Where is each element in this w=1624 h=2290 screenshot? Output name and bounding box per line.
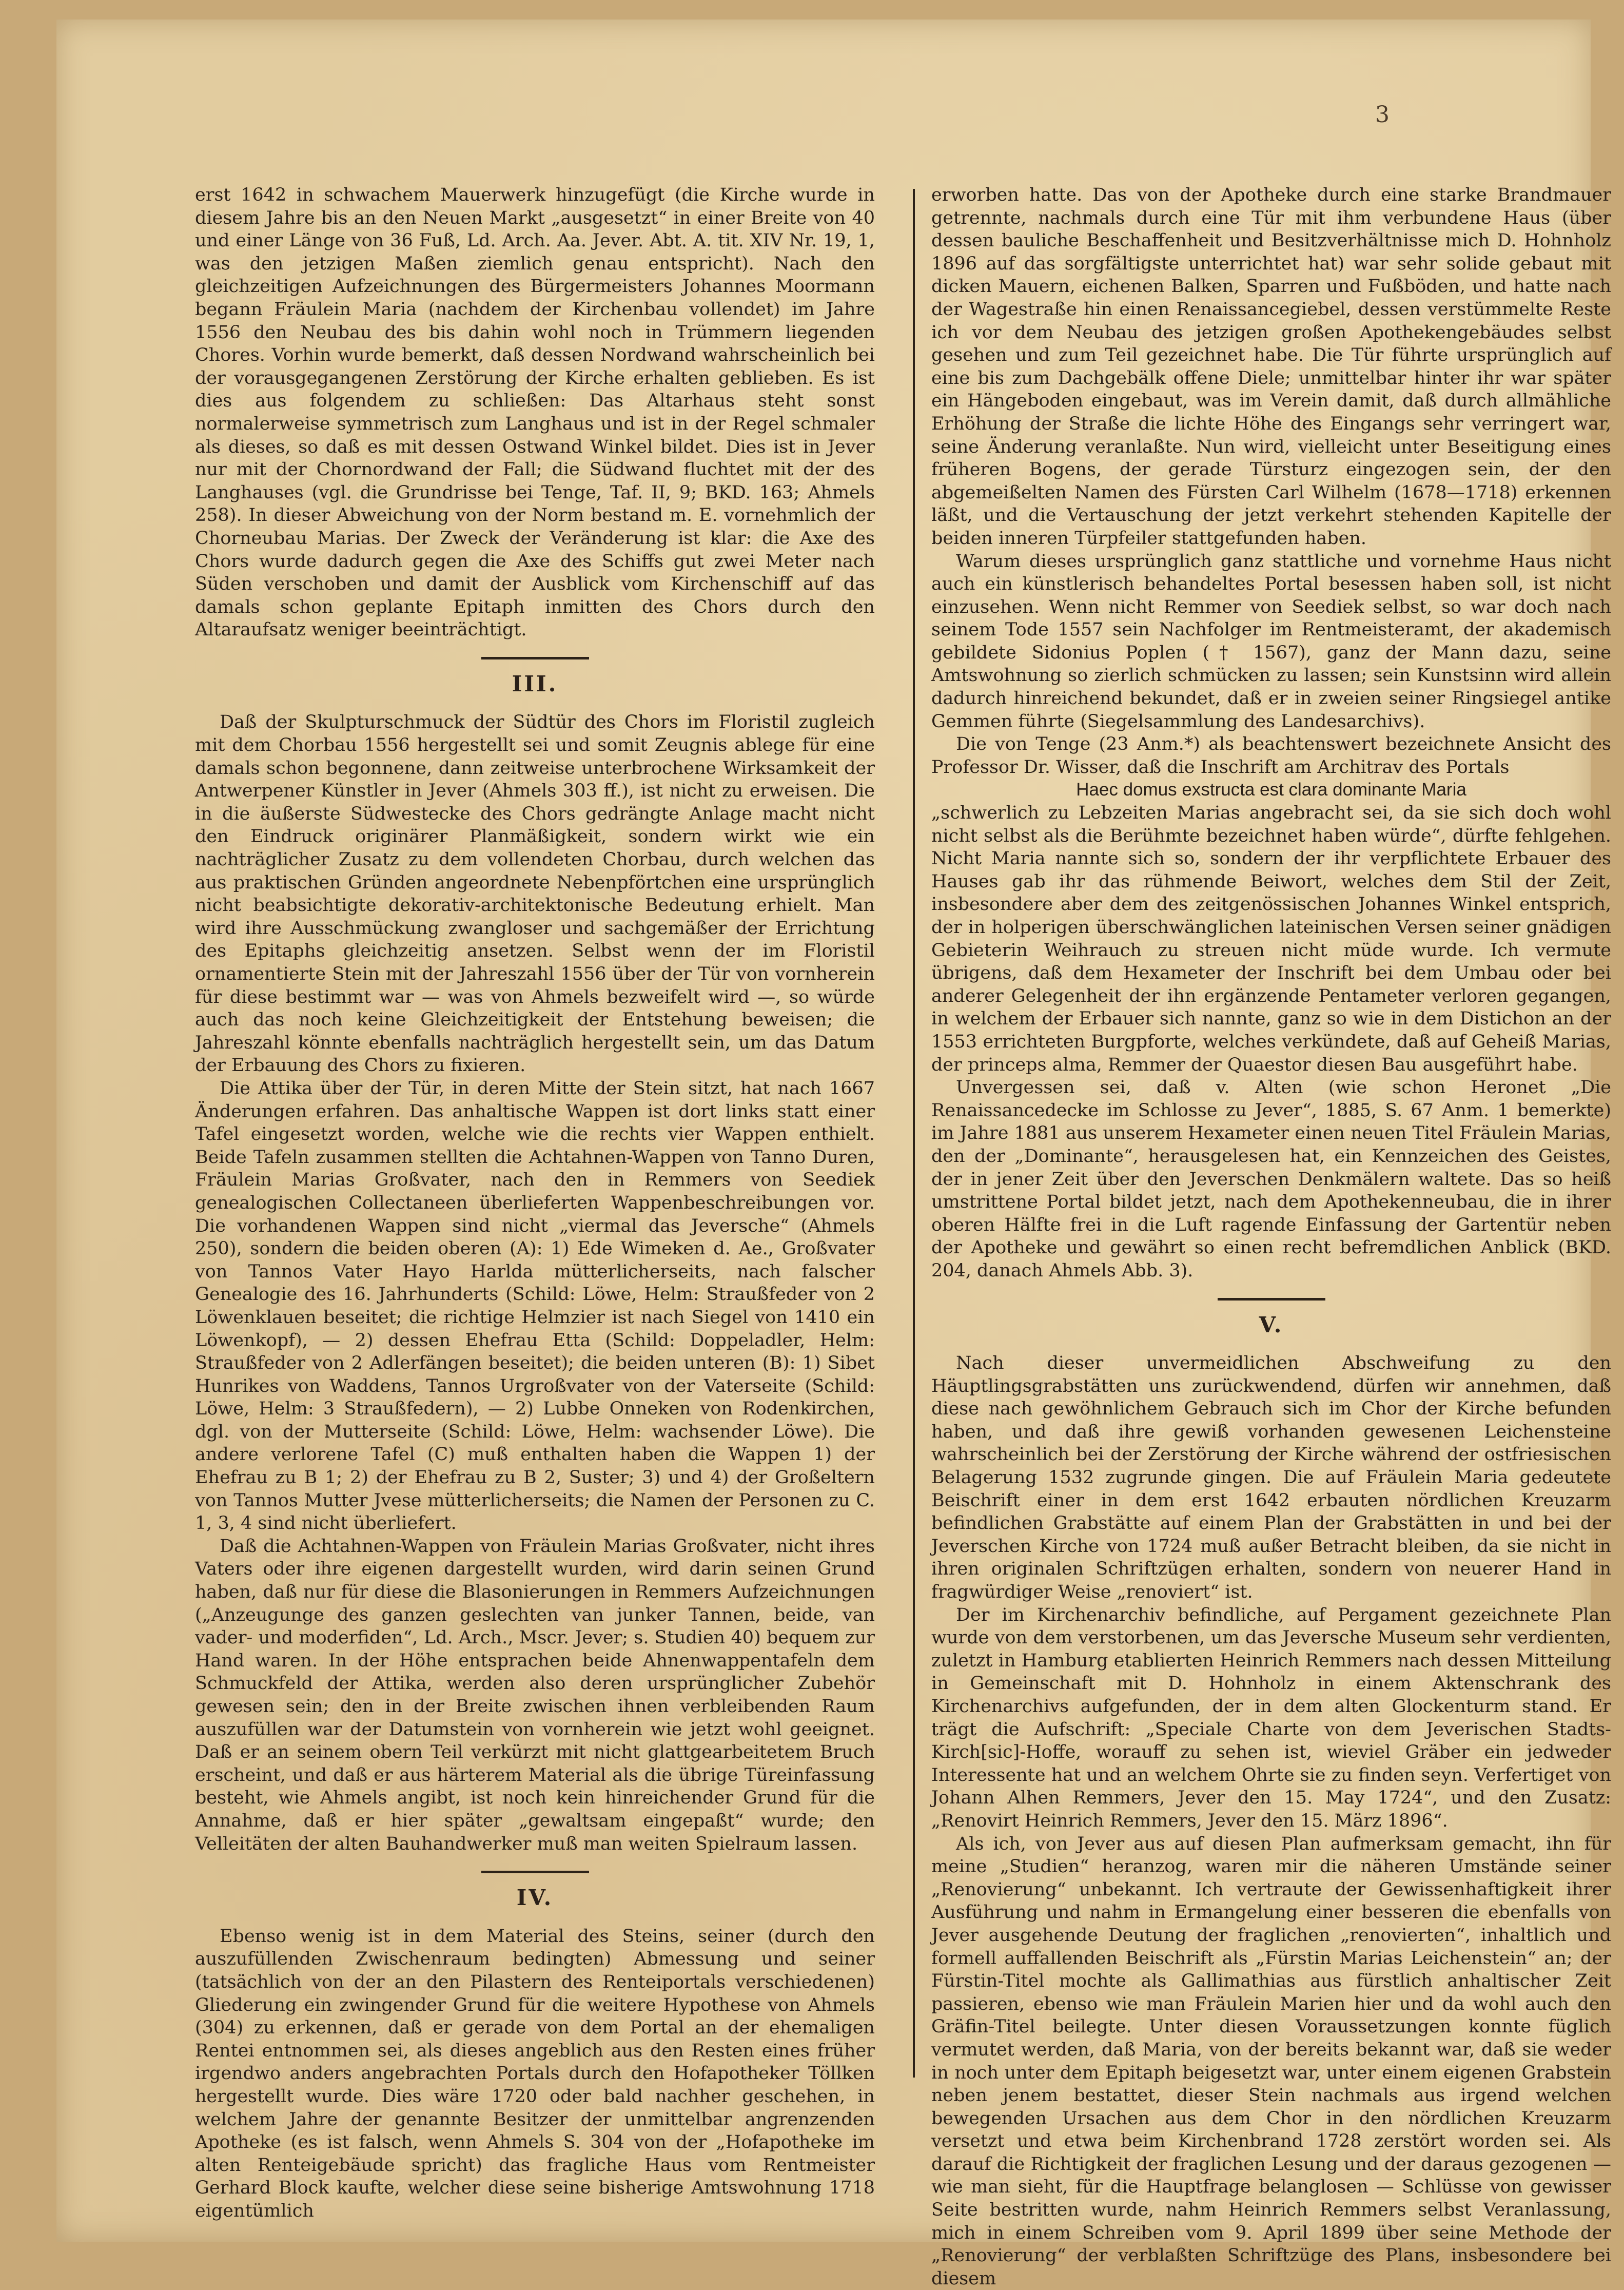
page-mark: 3: [1375, 102, 1395, 128]
newspaper-page: [56, 20, 1611, 2289]
paragraph: Daß die Achtahnen-Wappen von Fräulein Marias Großvater, nicht ihres Vaters oder ihre eigenen dargestellt wurden, wird darin seinen Grund haben, daß nur für diese die Blasonierungen in Remmers Aufzeichnungen („Anzeugunge des ganzen geslechten van junker Tannen, beide, van vader- und moderfiden“, Ld. Arch., Mscr. Jever; s. Studien 40) bequem zur Hand waren. In der Höhe entsprachen beide Ahnenwappentafeln dem Schmuckfeld der Attika, werden also deren ursprünglicher Zubehör gewesen sein; den in der Breite zwischen ihnen verbleibenden Raum auszufüllen war der Datumstein von vornherein wie jetzt wohl geeignet. Daß er an seinem obern Teil verkürzt mit nicht glattgearbeitetem Bruch erscheint, und daß er aus härterem Material als die übrige Türeinfassung besteht, wie Ahmels angibt, ist noch kein hinreichender Grund für die Annahme, daß er hier später „gewaltsam eingepaßt“ wurde; den Velleitäten der alten Bauhandwerker muß man weiten Spielraum lassen.: [195, 1536, 875, 1854]
section-divider: [195, 657, 875, 696]
section-rule: [1218, 1298, 1325, 1301]
paragraph: Der im Kirchenarchiv befindliche, auf Pergament gezeichnete Plan wurde von dem verstorbenen, um das Jeversche Museum sehr verdienten, zuletzt in Hamburg etablierten Heinrich Remmers nach dessen Mitteilung in Gemeinschaft mit D. Hohnholz in einem Aktenschrank des Kirchenarchivs aufgefunden, der in dem alten Glockenturm stand. Er trägt die Aufschrift: „Speciale Charte von dem Jeverischen Stadts-Kirch[sic]-Hoffe, worauff zu sehen ist, wieviel Gräber ein jedweder Interessente hat und an welchem Ohrte sie zu finden seyn. Verfertiget von Johann Alhen Remmers, Jever den 15. May 1724“, und den Zusatz: „Renovirt Heinrich Remmers, Jever den 15. März 1896“.: [931, 1604, 1611, 1831]
paragraph: erst 1642 in schwachem Mauerwerk hinzugefügt (die Kirche wurde in diesem Jahre bis an den Neuen Markt „ausgesetzt“ in einer Breite von 40 und einer Länge von 36 Fuß, Ld. Arch. Aa. Jever. Abt. A. tit. XIV Nr. 19, 1, was den jetzigen Maßen ziemlich genau entspricht). Nach den gleichzeitigen Aufzeichnungen des Bürgermeisters Johannes Moormann begann Fräulein Maria (nachdem der Kirchenbau vollendet) im Jahre 1556 den Neubau des bis dahin wohl noch in Trümmern liegenden Chores. Vorhin wurde bemerkt, daß dessen Nordwand wahrscheinlich bei der vorausgegangenen Zerstörung der Kirche erhalten geblieben. Es ist dies aus folgendem zu schließen: Das Altarhaus steht sonst normalerweise symmetrisch zum Langhaus und ist in der Regel schmaler als dieses, so daß es mit dessen Ostwand Winkel bildet. Dies ist in Jever nur mit der Chornordwand der Fall; die Südwand fluchtet mit der des Langhauses (vgl. die Grundrisse bei Tenge, Taf. II, 9; BKD. 163; Ahmels 258). In dieser Abweichung von der Norm bestand m. E. vornehmlich der Chorneubau Marias. Der Zweck der Veränderung ist klar: die Axe des Chors wurde dadurch gegen die Axe des Schiffs gut zwei Meter nach Süden verschoben und damit der Ausblick vom Kirchenschiff auf das damals schon geplante Epitaph inmitten des Chors durch den Altaraufsatz weniger beeinträchtigt.: [195, 185, 875, 641]
paragraph: erworben hatte. Das von der Apotheke durch eine starke Brandmauer getrennte, nachmals durch eine Tür mit ihm verbundene Haus (über dessen bauliche Beschaffenheit und Besitzverhältnisse mich D. Hohnholz 1896 auf das sorgfältigste unterrichtet hat) war sehr solide gebaut mit dicken Mauern, eichenen Balken, Sparren und Fußböden, und hatte nach der Wagestraße hin einen Renaissancegiebel, dessen verstümmelte Reste ich vor dem Neubau des jetzigen großen Apothekengebäudes selbst gesehen und zum Teil gezeichnet habe. Die Tür führte ursprünglich auf eine bis zum Dachgebälk offene Diele; unmittelbar hinter ihr war später ein Hängeboden eingebaut, was im Verein damit, daß durch allmähliche Erhöhung der Straße die lichte Höhe des Eingangs sehr verringert war, seine Änderung veranlaßte. Nun wird, vielleicht unter Beseitigung eines früheren Bogens, der gerade Türsturz eingezogen sein, der den abgemeißelten Namen des Fürsten Carl Wilhelm (1678—1718) erkennen läßt, und die Vertauschung der jetzt verkehrt stehenden Kapitelle der beiden inneren Türpfeiler stattgefunden haben.: [931, 185, 1611, 549]
paragraph: „schwerlich zu Lebzeiten Marias angebracht sei, da sie sich doch wohl nicht selbst als die Berühmte bezeichnet haben würde“, dürfte fehlgehen. Nicht Maria nannte sich so, sondern der ihr verpflichtete Erbauer des Hauses gab ihr das rühmende Beiwort, welches dem Stil der Zeit, insbesondere aber dem des zeitgenössischen Johannes Winkel entsprich, der in holperigen überschwänglichen lateinischen Versen seiner gnädigen Gebieterin Weihrauch zu streuen nicht müde wurde. Ich vermute übrigens, daß dem Hexameter der Inschrift bei dem Umbau oder bei anderer Gelegenheit der ihn ergänzende Pentameter verloren gegangen, in welchem der Erbauer sich nannte, ganz so wie in dem Distichon an der 1553 errichteten Burgpforte, welches verkündete, daß auf Geheiß Marias, der princeps alma, Remmer der Quaestor diesen Bau ausgeführt habe.: [931, 803, 1611, 1075]
paragraph: Als ich, von Jever aus auf diesen Plan aufmerksam gemacht, ihn für meine „Studien“ heranzog, waren mir die näheren Umstände seiner „Renovierung“ unbekannt. Ich vertraute der Gewissenhaftigkeit ihrer Ausführung und nahm in Ermangelung einer besseren die ebenfalls von Jever ausgehende Deutung der fraglichen „renovierten“, inhaltlich und formell auffallenden Beischrift als „Fürstin Marias Leichenstein“ an; der Fürstin-Titel mochte als Gallimathias aus fürstlich anhaltischer Zeit passieren, ebenso wie man Fräulein Marien hier und da wohl auch den Gräfin-Titel beilegte. Unter diesen Voraussetzungen konnte füglich vermutet werden, daß Maria, von der bereits bekannt war, daß sie weder in noch unter dem Epitaph beigesetzt war, unter einem eigenen Grabstein neben jenem bestattet, dieser Stein nachmals aus irgend welchen bewegenden Ursachen aus dem Chor in den nördlichen Kreuzarm versetzt und etwa beim Kirchenbrand 1728 zerstört worden sei. Als darauf die Richtigkeit der fraglichen Lesung und der daraus gezogenen — wie man sieht, für die Hauptfrage belanglosen — Schlüsse von gewisser Seite bestritten wurde, nahm Heinrich Remmers selbst Veranlassung, mich in einem Schreiben vom 9. April 1899 über seine Methode der „Renovierung“ der verblaßten Schriftzüge des Plans, insbesondere bei diesem: [931, 1833, 1611, 2289]
paragraph: Daß der Skulpturschmuck der Südtür des Chors im Floristil zugleich mit dem Chorbau 1556 hergestellt sei und somit Zeugnis ablege für eine damals schon begonnene, dann zeitweise unterbrochene Wirksamkeit der Antwerpener Künstler in Jever (Ahmels 303 ff.), ist nicht zu erweisen. Die in die äußerste Südwestecke des Chors gedrängte Anlage macht nicht den Eindruck originärer Planmäßigkeit, sondern wirkt wie ein nachträglicher Zusatz zu dem vollendeten Chorbau, durch welchen das aus praktischen Gründen angeordnete Nebenpförtchen eine ursprünglich nicht beabsichtigte dekorativ-architektonische Bedeutung erhielt. Man wird ihre Ausschmückung zwangloser und sachgemäßer der Errichtung des Epitaphs gleichzeitig ansetzen. Selbst wenn der im Floristil ornamentierte Stein mit der Jahreszahl 1556 über der Tür von vornherein für diese bestimmt war — was von Ahmels bezweifelt wird —, so würde auch das noch keine Gleichzeitigkeit der Entstehung beweisen; die Jahreszahl könnte ebenfalls nachträglich hergestellt sein, um das Datum der Erbauung des Chors zu fixieren.: [195, 712, 875, 1076]
section-heading-iv: IV.: [516, 1885, 554, 1911]
section-divider: [195, 1871, 875, 1910]
section-heading-v: V.: [1259, 1312, 1284, 1337]
paragraph: Die von Tenge (23 Anm.*) als beachtenswert bezeichnete Ansicht des Professor Dr. Wisser, daß die Inschrift am Architrav des Portals: [931, 734, 1611, 778]
section-rule: [481, 657, 589, 659]
section-heading-iii: III.: [512, 671, 558, 696]
paragraph: Nach dieser unvermeidlichen Abschweifung zu den Häuptlingsgrabstätten uns zurückwendend, dürfen wir annehmen, daß diese nach gewöhnlichem Gebrauch sich im Chor der Kirche befunden haben, und daß ihre gewiß vorhanden gewesenen Leichensteine wahrscheinlich bei der Zerstörung der Kirche während der ostfriesischen Belagerung 1532 zugrunde gingen. Die auf Fräulein Maria gedeutete Beischrift einer in dem erst 1642 erbauten nördlichen Kreuzarm befindlichen Grabstätte auf einem Plan der Grabstätten in und bei der Jeverschen Kirche von 1724 muß außer Betracht bleiben, da sie nicht in ihren originalen Schriftzügen erhalten, sondern von neuerer Hand in fragwürdiger Weise „renoviert“ ist.: [931, 1353, 1611, 1603]
paragraph: Ebenso wenig ist in dem Material des Steins, seiner (durch den auszufüllenden Zwischenraum bedingten) Abmessung und seiner (tatsächlich von der an den Pilastern des Renteiportals verschiedenen) Gliederung ein zwingender Grund für die weitere Hypothese von Ahmels (304) zu erkennen, daß er gerade von dem Portal an der ehemaligen Rentei entnommen sei, als dieses angeblich aus den Resten eines früher irgendwo anders angebrachten Portals durch den Hofapotheker Töllken hergestellt wurde. Dies wäre 1720 oder bald nachher geschehen, in welchem Jahre der genannte Besitzer der unmittelbar angrenzenden Apotheke (es ist falsch, wenn Ahmels S. 304 von der „Hofapotheke im alten Renteigebäude spricht) das fragliche Haus vom Rentmeister Gerhard Block kaufte, welcher diese seine bisherige Amtswohnung 1718 eigentümlich: [195, 1926, 875, 2221]
column-divider: [913, 189, 915, 2078]
inscription-line: Haec domus exstructa est clara dominante Maria: [1076, 780, 1466, 800]
column-right: [931, 184, 1611, 2290]
section-divider: [931, 1298, 1611, 1337]
paragraph: Warum dieses ursprünglich ganz stattliche und vornehme Haus nicht auch ein künstlerisch behandeltes Portal besessen haben soll, ist nicht einzusehen. Wenn nicht Remmer von Seediek selbst, so war doch nach seinem Tode 1557 sein Nachfolger im Rentmeisteramt, der akademisch gebildete Sidonius Poplen († 1567), ganz der Mann dazu, seine Amtswohnung so zierlich schmücken zu lassen; sein Kunstsinn wird allein dadurch hinreichend bekundet, daß er in zweien seiner Ringsiegel antike Gemmen führte (Siegelsammlung des Landesarchivs).: [931, 551, 1611, 732]
section-rule: [481, 1871, 589, 1873]
column-left: [195, 184, 875, 2222]
paragraph: Unvergessen sei, daß v. Alten (wie schon Heronet „Die Renaissancedecke im Schlosse zu Jever“, 1885, S. 67 Anm. 1 bemerkte) im Jahre 1881 aus unserem Hexameter einen neuen Titel Fräulein Marias, den der „Dominante“, herausgelesen hat, ein Kennzeichen des Geistes, der in jener Zeit über den Jeverschen Denkmälern waltete. Das so heiß umstrittene Portal bildet jetzt, nach dem Apothekenneubau, die in ihrer oberen Hälfte frei in die Luft ragende Einfassung der Gartentür neben der Apotheke und gewährt so einen recht befremdlichen Anblick (BKD. 204, danach Ahmels Abb. 3).: [931, 1077, 1611, 1281]
paragraph: Die Attika über der Tür, in deren Mitte der Stein sitzt, hat nach 1667 Änderungen erfahren. Das anhaltische Wappen ist dort links statt einer Tafel eingesetzt worden, welche wie die rechts vier Wappen enthielt. Beide Tafeln zusammen stellten die Achtahnen-Wappen von Tanno Duren, Fräulein Marias Großvater, nach den in Remmers von Seediek genealogischen Collectaneen überlieferten Wappenbeschreibungen vor. Die vorhandenen Wappen sind nicht „viermal das Jeversche“ (Ahmels 250), sondern die beiden oberen (A): 1) Ede Wimeken d. Ae., Großvater von Tannos Vater Hayo Harlda mütterlicherseits, nach falscher Genealogie des 16. Jahrhunderts (Schild: Löwe, Helm: Straußfeder von 2 Löwenklauen beseitet; die richtige Helmzier ist nach Siegel von 1410 ein Löwenkopf), — 2) dessen Ehefrau Etta (Schild: Doppeladler, Helm: Straußfeder von 2 Adlerfängen beseitet); die beiden unteren (B): 1) Sibet Hunrikes von Waddens, Tannos Urgroßvater von der Vaterseite (Schild: Löwe, Helm: 3 Straußfedern), — 2) Lubbe Onneken von Rodenkirchen, dgl. von der Mutterseite (Schild: Löwe, Helm: wachsender Löwe). Die andere verlorene Tafel (C) muß enthalten haben die Wappen 1) der Ehefrau zu B 1; 2) der Ehefrau zu B 2, Suster; 3) und 4) der Großeltern von Tannos Mutter Jvese mütterlicherseits; die Namen der Personen zu C. 1, 3, 4 sind nicht überliefert.: [195, 1078, 875, 1534]
